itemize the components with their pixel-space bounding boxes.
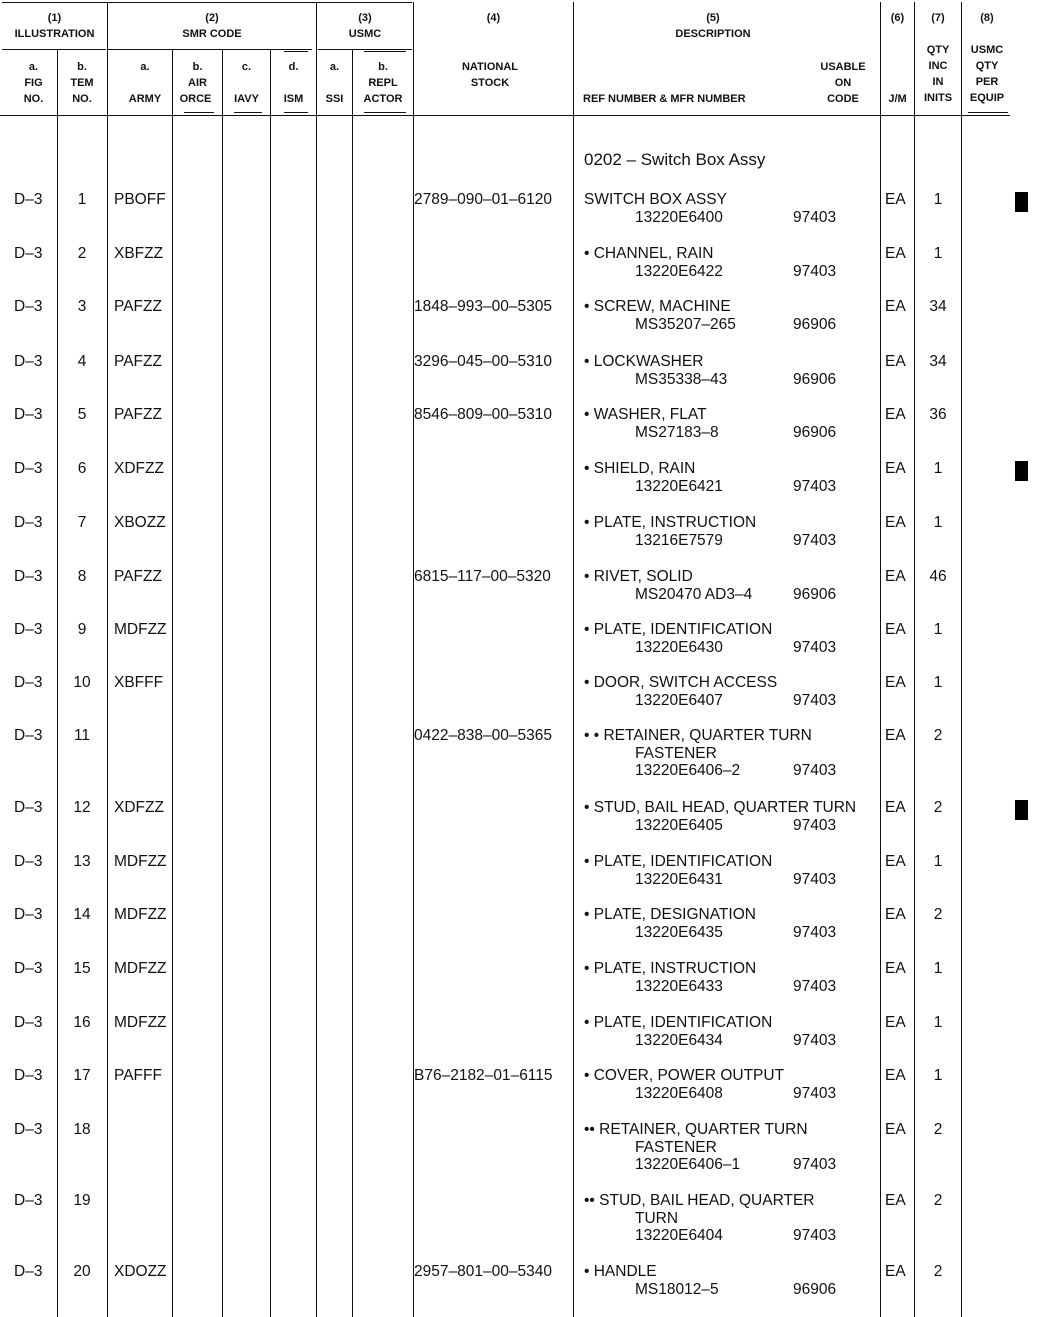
unit-of-measure: EA xyxy=(885,1121,906,1138)
quantity: 2 xyxy=(933,1192,943,1209)
subhdr-mark xyxy=(364,51,406,52)
fig-number: D–3 xyxy=(14,353,43,370)
col2c-header xyxy=(223,59,270,109)
part-description: • WASHER, FLAT xyxy=(584,406,707,423)
mfr-code: 97403 xyxy=(793,1156,837,1173)
col1b-label: b. xyxy=(77,61,87,73)
mfr-code: 97403 xyxy=(793,816,837,834)
reference-number: 13220E6430 xyxy=(635,638,723,656)
col1-number: (1) xyxy=(47,12,62,24)
unit-of-measure: EA xyxy=(885,353,906,370)
col7-line: INC xyxy=(928,60,948,72)
smr-code: PAFFF xyxy=(114,1067,162,1084)
unit-of-measure: EA xyxy=(885,298,906,315)
unit-of-measure: EA xyxy=(885,1263,906,1280)
fig-number: D–3 xyxy=(14,1067,43,1084)
item-number: 3 xyxy=(77,298,87,315)
reference-number: 13216E7579 xyxy=(635,531,723,549)
part-description: • PLATE, IDENTIFICATION xyxy=(584,1014,773,1031)
item-number: 19 xyxy=(73,1192,91,1209)
col2b-line: ORCE xyxy=(179,93,212,105)
part-description: • RIVET, SOLID xyxy=(584,568,693,585)
reference-number: 13220E6406–1 xyxy=(635,1156,741,1173)
part-description: • DOOR, SWITCH ACCESS xyxy=(584,674,778,691)
smr-code: XBOZZ xyxy=(114,514,166,531)
item-number: 1 xyxy=(77,191,87,208)
mfr-code: 96906 xyxy=(793,423,837,441)
reference-number: 13220E6406–2 xyxy=(635,762,741,779)
smr-code: XDFZZ xyxy=(114,460,164,477)
col1-title: ILLUSTRATION xyxy=(14,28,95,40)
col3b-line: ACTOR xyxy=(363,93,403,105)
col3a-header xyxy=(317,59,352,109)
col5-sub-right xyxy=(812,59,874,107)
fig-number: D–3 xyxy=(14,853,43,870)
quantity: 1 xyxy=(933,1067,943,1084)
col5-number: (5) xyxy=(706,12,720,24)
part-description: • SHIELD, RAIN xyxy=(584,460,696,477)
subhdr-mark xyxy=(284,51,308,52)
col4-header xyxy=(414,10,573,26)
col1b-header xyxy=(58,59,106,107)
mfr-code: 97403 xyxy=(793,1227,837,1244)
fig-number: D–3 xyxy=(14,674,43,691)
quantity: 2 xyxy=(933,1121,943,1138)
item-number: 12 xyxy=(73,799,91,816)
col2c-label: c. xyxy=(241,61,252,73)
quantity: 2 xyxy=(933,727,943,744)
col8-line: PER xyxy=(975,76,999,88)
fig-number: D–3 xyxy=(14,406,43,423)
quantity: 2 xyxy=(933,1263,943,1280)
part-description: • PLATE, DESIGNATION xyxy=(584,906,756,923)
mfr-code: 96906 xyxy=(793,370,837,388)
part-description: •• RETAINER, QUARTER TURN xyxy=(584,1121,808,1138)
national-stock-number: 5365–00–838–0422 xyxy=(414,727,552,744)
part-description: • PLATE, INSTRUCTION xyxy=(584,960,757,977)
quantity: 34 xyxy=(929,298,947,315)
unit-of-measure: EA xyxy=(885,853,906,870)
unit-of-measure: EA xyxy=(885,1192,906,1209)
smr-code: PAFZZ xyxy=(114,568,162,585)
mfr-code: 97403 xyxy=(793,477,837,495)
unit-of-measure: EA xyxy=(885,906,906,923)
col7-line: INITS xyxy=(923,92,953,104)
fig-number: D–3 xyxy=(14,799,43,816)
col2d-line: ISM xyxy=(283,93,304,105)
mfr-code: 97403 xyxy=(793,1031,837,1049)
fig-number: D–3 xyxy=(14,245,43,262)
national-stock-number: 6120–01–090–2789 xyxy=(414,191,552,208)
fig-number: D–3 xyxy=(14,298,43,315)
mfr-code: 97403 xyxy=(793,531,837,549)
usable-line: USABLE xyxy=(820,61,866,73)
fig-number: D–3 xyxy=(14,1014,43,1031)
mfr-code: 96906 xyxy=(793,585,837,603)
col7-header xyxy=(915,10,961,26)
national-stock-number: 6115–01–B76–2182 xyxy=(414,1067,553,1084)
smr-code: MDFZZ xyxy=(114,621,167,638)
col7-number: (7) xyxy=(931,12,945,24)
col5-header xyxy=(574,10,852,42)
col4-title-line: NATIONAL xyxy=(461,61,518,73)
smr-code: MDFZZ xyxy=(114,960,167,977)
reference-number: 13220E6435 xyxy=(635,923,723,941)
part-description: TURN xyxy=(635,1209,679,1227)
unit-of-measure: EA xyxy=(885,960,906,977)
quantity: 1 xyxy=(933,514,943,531)
quantity: 46 xyxy=(929,568,947,585)
col1a-line: NO. xyxy=(23,93,44,105)
col8-line: USMC xyxy=(970,44,1004,56)
subhdr-mark xyxy=(968,112,1008,113)
col2a-label: a. xyxy=(140,61,150,73)
col-divider xyxy=(222,49,223,1317)
fig-number: D–3 xyxy=(14,1121,43,1138)
item-number: 20 xyxy=(73,1263,91,1280)
quantity: 34 xyxy=(929,353,947,370)
col8-line: EQUIP xyxy=(969,92,1005,104)
reference-number: 13220E6405 xyxy=(635,816,723,834)
item-number: 16 xyxy=(73,1014,91,1031)
quantity: 1 xyxy=(933,1014,943,1031)
reference-number: 13220E6408 xyxy=(635,1084,723,1102)
col2b-label: b. xyxy=(192,61,203,73)
reference-number: 13220E6433 xyxy=(635,977,723,995)
col5-sub-left: REF NUMBER & MFR NUMBER xyxy=(583,93,746,105)
unit-of-measure: EA xyxy=(885,245,906,262)
mfr-code: 97403 xyxy=(793,638,837,656)
col7-line: QTY xyxy=(926,44,950,56)
item-number: 9 xyxy=(77,621,87,638)
change-bar xyxy=(1015,192,1028,212)
reference-number: 13220E6422 xyxy=(635,262,723,280)
mfr-code: 97403 xyxy=(793,262,837,280)
quantity: 1 xyxy=(933,853,943,870)
item-number: 6 xyxy=(77,460,87,477)
unit-of-measure: EA xyxy=(885,674,906,691)
smr-code: MDFZZ xyxy=(114,906,167,923)
col1-header xyxy=(2,10,107,42)
col6-sub: J/M xyxy=(888,93,907,105)
mfr-code: 96906 xyxy=(793,315,837,333)
fig-number: D–3 xyxy=(14,1263,43,1280)
mfr-code: 97403 xyxy=(793,762,837,779)
national-stock-number: 5320–00–117–6815 xyxy=(414,568,551,585)
col2b-line: AIR xyxy=(188,77,207,89)
col8-header xyxy=(962,10,1012,26)
smr-code: XBFZZ xyxy=(114,245,164,262)
col4-title xyxy=(414,59,566,91)
unit-of-measure: EA xyxy=(885,621,906,638)
reference-number: 13220E6434 xyxy=(635,1031,723,1049)
unit-of-measure: EA xyxy=(885,514,906,531)
col-divider xyxy=(270,49,271,1317)
col2d-header xyxy=(271,59,316,109)
item-number: 8 xyxy=(77,568,87,585)
col2a-header xyxy=(118,59,172,107)
col3a-label: a. xyxy=(329,61,340,73)
smr-code: XBFFF xyxy=(114,674,164,691)
part-description: • COVER, POWER OUTPUT xyxy=(584,1067,785,1084)
col1b-line: NO. xyxy=(72,93,92,105)
item-number: 13 xyxy=(73,853,91,870)
col2-subheader-rule xyxy=(108,49,312,50)
part-description: • • RETAINER, QUARTER TURN xyxy=(584,727,812,744)
reference-number: MS20470 AD3–4 xyxy=(635,585,753,603)
quantity: 2 xyxy=(933,799,943,816)
col8-line: QTY xyxy=(975,60,999,72)
fig-number: D–3 xyxy=(14,460,43,477)
col8-number: (8) xyxy=(980,12,994,24)
unit-of-measure: EA xyxy=(885,1067,906,1084)
col2b-header xyxy=(173,59,222,109)
part-description: • LOCKWASHER xyxy=(584,353,704,370)
col-divider xyxy=(880,2,881,1317)
reference-number: 13220E6407 xyxy=(635,691,723,709)
col7-line: IN xyxy=(932,76,944,88)
col3-number: (3) xyxy=(358,12,372,24)
col3a-line: SSI xyxy=(325,93,344,105)
subhdr-mark xyxy=(284,112,308,113)
col1-subheader-rule xyxy=(2,49,106,50)
smr-code: PAFZZ xyxy=(114,353,162,370)
part-description: • PLATE, INSTRUCTION xyxy=(584,514,757,531)
unit-of-measure: EA xyxy=(885,460,906,477)
quantity: 1 xyxy=(933,460,943,477)
mfr-code: 97403 xyxy=(793,691,837,709)
item-number: 17 xyxy=(73,1067,91,1084)
col1a-label: a. xyxy=(28,61,39,73)
mfr-code: 97403 xyxy=(793,208,837,226)
unit-of-measure: EA xyxy=(885,191,906,208)
quantity: 1 xyxy=(933,191,943,208)
part-description: • STUD, BAIL HEAD, QUARTER TURN xyxy=(584,799,857,816)
col2-header xyxy=(108,10,316,42)
reference-number: 13220E6404 xyxy=(635,1227,723,1244)
item-number: 2 xyxy=(77,245,87,262)
usable-line: ON xyxy=(834,77,852,89)
quantity: 1 xyxy=(933,674,943,691)
change-bar xyxy=(1015,800,1028,820)
col3b-header xyxy=(353,59,413,109)
col3-header xyxy=(317,10,413,42)
col-divider xyxy=(316,2,317,1317)
group-title: 0202 – Switch Box Assy xyxy=(584,150,766,169)
unit-of-measure: EA xyxy=(885,727,906,744)
quantity: 1 xyxy=(933,960,943,977)
part-description: •• STUD, BAIL HEAD, QUARTER xyxy=(584,1192,815,1209)
fig-number: D–3 xyxy=(14,621,43,638)
col1a-header xyxy=(10,59,57,107)
col2-number: (2) xyxy=(205,12,219,24)
part-description: FASTENER xyxy=(635,1138,717,1156)
col2d-label: d. xyxy=(288,61,299,73)
col3b-line: REPL xyxy=(368,77,398,89)
smr-code: PAFZZ xyxy=(114,406,162,423)
item-number: 18 xyxy=(73,1121,91,1138)
col3-title: USMC xyxy=(348,28,382,40)
item-number: 7 xyxy=(77,514,87,531)
quantity: 36 xyxy=(929,406,947,423)
national-stock-number: 5310–00–045–3296 xyxy=(414,353,552,370)
smr-code: XDFZZ xyxy=(114,799,164,816)
col1a-line: FIG xyxy=(24,77,43,89)
fig-number: D–3 xyxy=(14,568,43,585)
reference-number: 13220E6431 xyxy=(635,870,723,888)
quantity: 1 xyxy=(933,245,943,262)
unit-of-measure: EA xyxy=(885,406,906,423)
reference-number: 13220E6421 xyxy=(635,477,723,495)
part-description: • SCREW, MACHINE xyxy=(584,298,731,315)
col-divider xyxy=(352,49,353,1317)
col-divider xyxy=(573,2,574,1317)
subhdr-mark xyxy=(234,112,262,113)
item-number: 15 xyxy=(73,960,91,977)
subhdr-mark xyxy=(184,112,214,113)
item-number: 10 xyxy=(73,674,91,691)
item-number: 11 xyxy=(73,727,91,744)
col2a-line: ARMY xyxy=(128,93,162,105)
col3b-label: b. xyxy=(378,61,388,73)
mfr-code: 96906 xyxy=(793,1280,837,1298)
fig-number: D–3 xyxy=(14,514,43,531)
header-bottom-rule xyxy=(0,115,1010,116)
part-description: FASTENER xyxy=(635,744,717,762)
smr-code: PAFZZ xyxy=(114,298,162,315)
mfr-code: 97403 xyxy=(793,977,837,995)
change-bar xyxy=(1015,461,1028,481)
reference-number: MS35207–265 xyxy=(635,315,736,333)
unit-of-measure: EA xyxy=(885,568,906,585)
national-stock-number: 5310–00–809–8546 xyxy=(414,406,552,423)
col2-title: SMR CODE xyxy=(182,28,242,40)
part-description: • CHANNEL, RAIN xyxy=(584,245,714,262)
national-stock-number: 5340–00–801–2957 xyxy=(414,1263,552,1280)
usable-line: CODE xyxy=(827,93,859,105)
part-description: • PLATE, IDENTIFICATION xyxy=(584,621,773,638)
col-divider xyxy=(107,2,108,1317)
fig-number: D–3 xyxy=(14,906,43,923)
part-description: • HANDLE xyxy=(584,1263,657,1280)
col6-header xyxy=(881,10,914,26)
smr-code: MDFZZ xyxy=(114,853,167,870)
smr-code: MDFZZ xyxy=(114,1014,167,1031)
col1b-line: TEM xyxy=(70,77,94,89)
national-stock-number: 5305–00–993–1848 xyxy=(414,298,552,315)
col7-sub xyxy=(915,42,961,108)
fig-number: D–3 xyxy=(14,727,43,744)
col6-number: (6) xyxy=(890,12,905,24)
subhdr-mark xyxy=(364,112,406,113)
col-divider xyxy=(961,2,962,1317)
reference-number: MS35338–43 xyxy=(635,370,728,388)
part-description: SWITCH BOX ASSY xyxy=(584,191,727,208)
col4-title-line: STOCK xyxy=(470,77,510,89)
col3-subheader-rule xyxy=(318,49,412,50)
part-description: • PLATE, IDENTIFICATION xyxy=(584,853,773,870)
quantity: 2 xyxy=(933,906,943,923)
reference-number: MS27183–8 xyxy=(635,423,719,441)
reference-number: MS18012–5 xyxy=(635,1280,719,1298)
col-divider xyxy=(172,49,173,1317)
unit-of-measure: EA xyxy=(885,1014,906,1031)
mfr-code: 97403 xyxy=(793,1084,837,1102)
mfr-code: 97403 xyxy=(793,923,837,941)
fig-number: D–3 xyxy=(14,191,43,208)
fig-number: D–3 xyxy=(14,1192,43,1209)
item-number: 4 xyxy=(77,353,87,370)
unit-of-measure: EA xyxy=(885,799,906,816)
fig-number: D–3 xyxy=(14,960,43,977)
col4-number: (4) xyxy=(486,12,501,24)
item-number: 14 xyxy=(73,906,91,923)
header-top-rule xyxy=(2,2,412,3)
col8-sub xyxy=(962,42,1012,108)
mfr-code: 97403 xyxy=(793,870,837,888)
reference-number: 13220E6400 xyxy=(635,208,723,226)
col5-title: DESCRIPTION xyxy=(675,28,751,40)
smr-code: PBOFF xyxy=(114,191,166,208)
quantity: 1 xyxy=(933,621,943,638)
item-number: 5 xyxy=(77,406,87,423)
smr-code: XDOZZ xyxy=(114,1263,167,1280)
col2c-line: IAVY xyxy=(234,93,259,105)
